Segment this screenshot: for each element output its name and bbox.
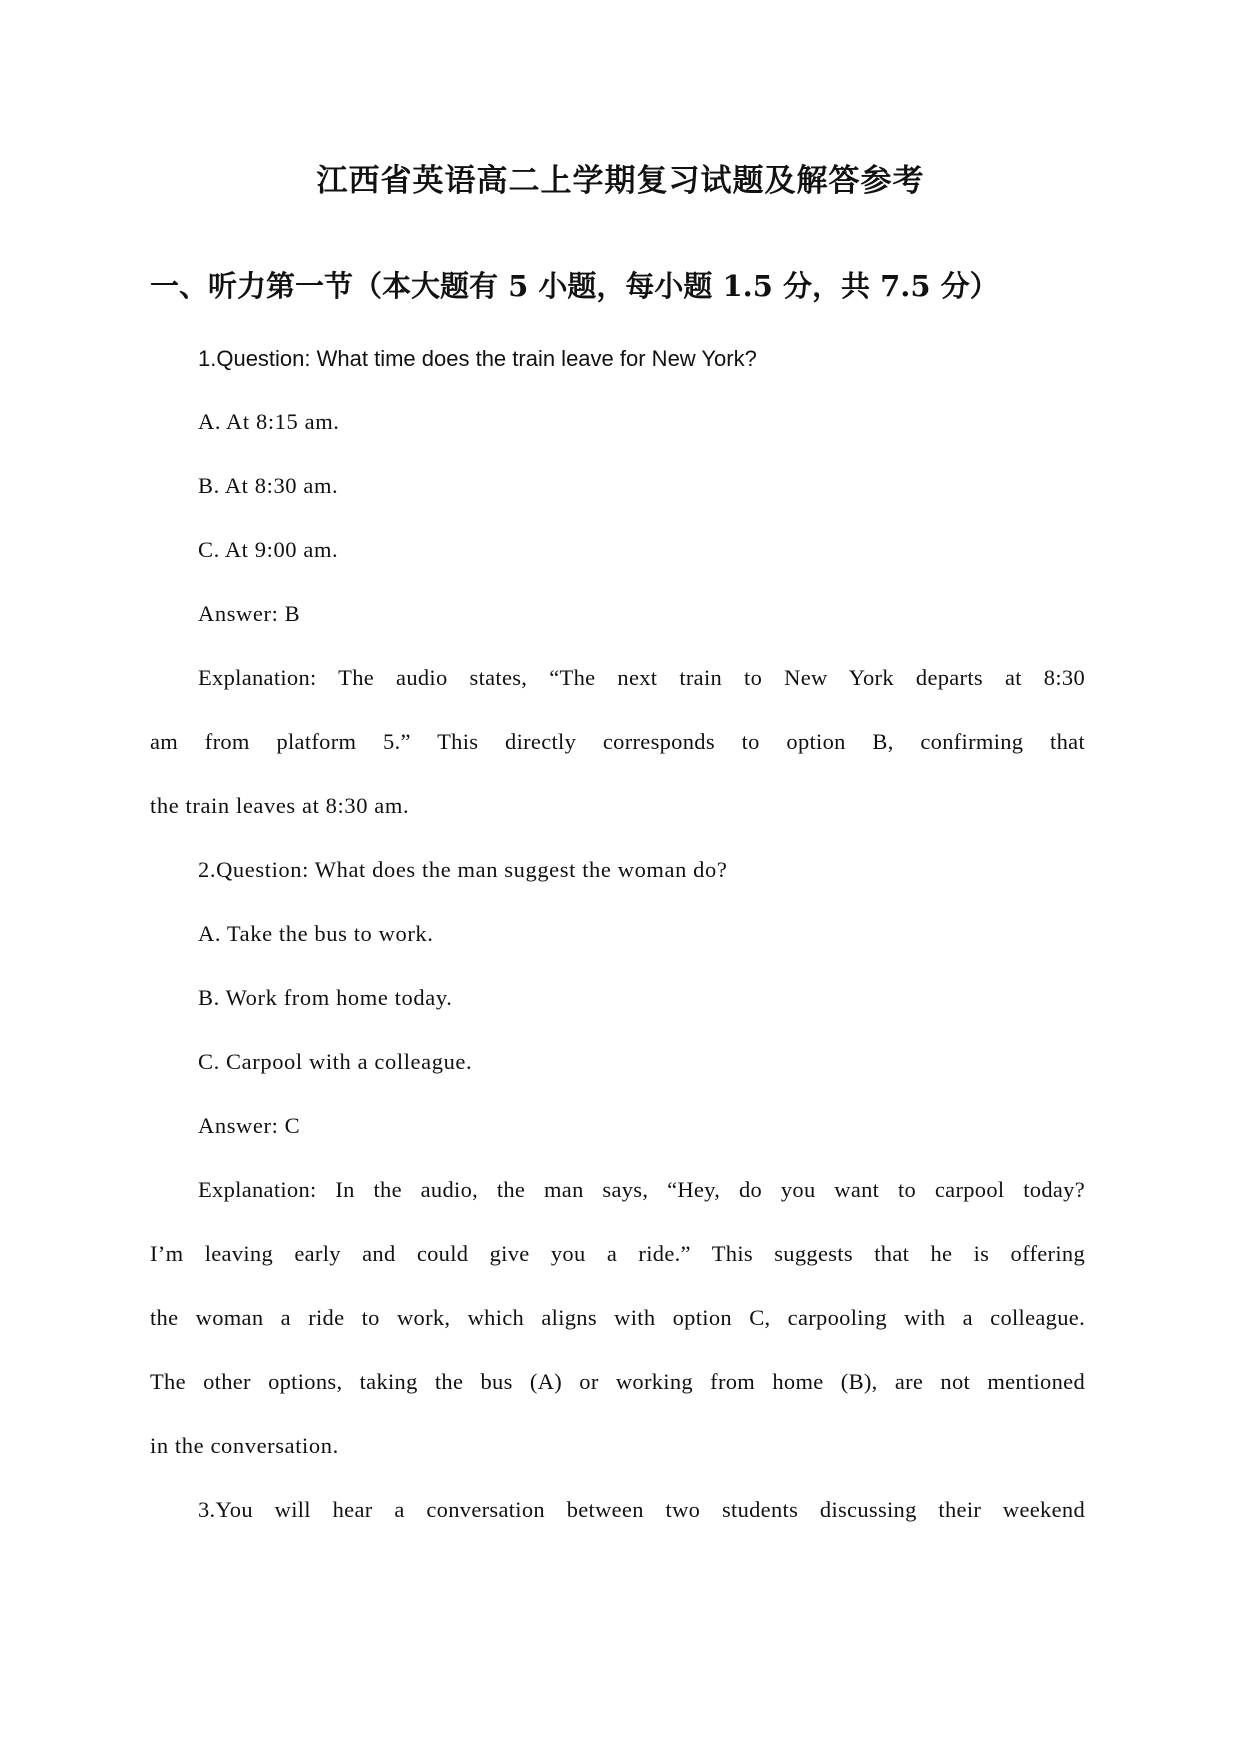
question-3-text: 3.You will hear a conversation between two students discussing their weekend: [198, 1497, 1085, 1522]
question-2-option-c: C. Carpool with a colleague.: [198, 1049, 473, 1074]
question-1-option-a: A. At 8:15 am.: [198, 409, 340, 434]
question-2-explanation-line: I’m leaving early and could give you a ride.” This suggests that he is offering: [150, 1241, 1085, 1266]
question-2-explanation-line: The other options, taking the bus (A) or working from home (B), are not mentioned: [150, 1369, 1085, 1394]
question-2-option-a: A. Take the bus to work.: [198, 921, 434, 946]
question-2-explanation-line: in the conversation.: [150, 1433, 339, 1458]
question-1-option-b: B. At 8:30 am.: [198, 473, 339, 498]
question-1-explanation-line: Explanation: The audio states, “The next train to New York departs at 8:30: [198, 665, 1085, 690]
question-2-answer: Answer: C: [198, 1113, 301, 1138]
question-1-explanation-line: am from platform 5.” This directly corresponds to option B, confirming that: [150, 729, 1085, 754]
document-title: 江西省英语高二上学期复习试题及解答参考: [316, 163, 925, 199]
question-1-answer: Answer: B: [198, 601, 301, 626]
question-1-explanation-line: the train leaves at 8:30 am.: [150, 793, 410, 818]
question-2-option-b: B. Work from home today.: [198, 985, 453, 1010]
question-2-explanation-line: the woman a ride to work, which aligns with option C, carpooling with a colleague.: [150, 1305, 1085, 1330]
section-heading: 一、听力第一节（本大题有 5 小题，每小题 1.5 分，共 7.5 分）: [150, 269, 999, 303]
question-2-text: 2.Question: What does the man suggest the woman do?: [198, 857, 728, 882]
question-2-explanation-line: Explanation: In the audio, the man says, “Hey, do you want to carpool today?: [198, 1177, 1085, 1202]
question-1-option-c: C. At 9:00 am.: [198, 537, 339, 562]
question-1-text: 1.Question: What time does the train leave for New York?: [198, 346, 757, 371]
